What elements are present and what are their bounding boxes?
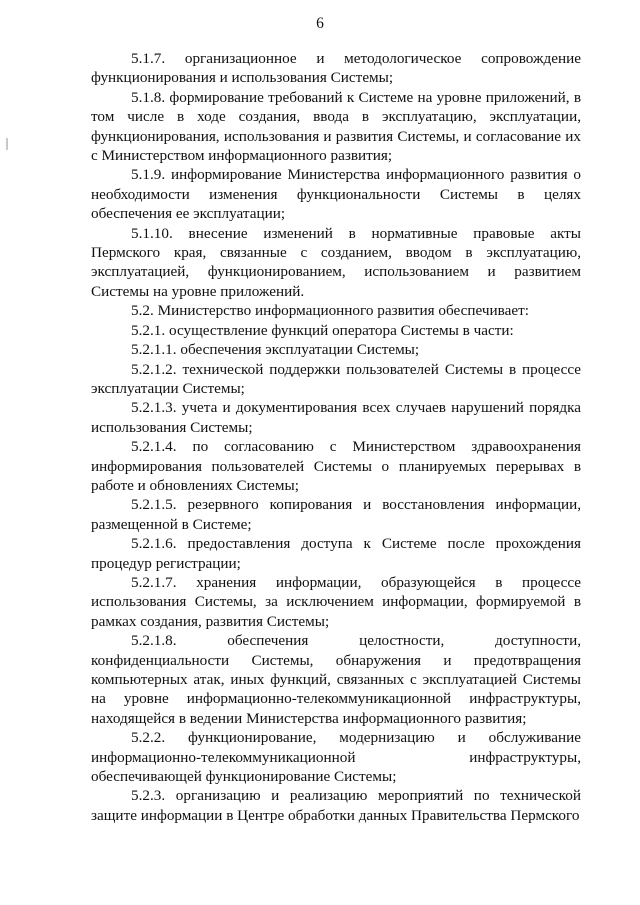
paragraph-5-2-3: 5.2.3. организацию и реализацию мероприятий по технической защите информации в Центре обработки данных Правительства Пермского: [91, 787, 581, 824]
paragraph-5-2-1-5: 5.2.1.5. резервного копирования и восстановления информации, размещенной в Системе;: [91, 496, 581, 533]
paragraph-5-1-8: 5.1.8. формирование требований к Системе на уровне приложений, в том числе в ходе создания, ввода в эксплуатацию, эксплуатации, функционирования, использования и развития Системы, и согласование их с Министерством информационного развития;: [91, 88, 581, 165]
paragraph-5-2-1-2: 5.2.1.2. технической поддержки пользователей Системы в процессе эксплуатации Системы;: [91, 360, 581, 397]
paragraph-5-2-1-3: 5.2.1.3. учета и документирования всех случаев нарушений порядка использования Системы;: [91, 399, 581, 436]
document-body: [91, 49, 581, 825]
paragraph-5-1-9: 5.1.9. информирование Министерства информационного развития о необходимости изменения функциональности Системы в целях обеспечения ее эксплуатации;: [91, 166, 581, 223]
paragraph-5-2-1-1: 5.2.1.1. обеспечения эксплуатации Системы;: [131, 341, 420, 359]
paragraph-5-2-1: 5.2.1. осуществление функций оператора Системы в части:: [131, 321, 514, 339]
paragraph-5-2-1-8: 5.2.1.8. обеспечения целостности, доступности, конфиденциальности Системы, обнаружения и предотвращения компьютерных атак, иных функций, связанных с эксплуатацией Системы на уровне информационно-телекоммуникационной инфраструктуры, находящейся в ведении Министерства информационного развития;: [91, 632, 581, 727]
paragraph-5-1-10: 5.1.10. внесение изменений в нормативные правовые акты Пермского края, связанные с созданием, вводом в эксплуатацию, эксплуатацией, функционированием, использованием и развитием Системы на уровне приложений.: [91, 224, 581, 300]
page-number: 6: [316, 15, 324, 32]
paragraph-5-2: 5.2. Министерство информационного развития обеспечивает:: [131, 302, 529, 320]
paragraph-5-2-2: 5.2.2. функционирование, модернизацию и обслуживание информационно-телекоммуникационной инфраструктуры, обеспечивающей функционирование Системы;: [91, 729, 581, 786]
paragraph-5-2-1-7: 5.2.1.7. хранения информации, образующейся в процессе использования Системы, за исключением информации, формируемой в рамках создания, развития Системы;: [91, 573, 581, 630]
paragraph-5-2-1-6: 5.2.1.6. предоставления доступа к Системе после прохождения процедур регистрации;: [91, 535, 581, 572]
paragraph-5-1-7: 5.1.7. организационное и методологическое сопровождение функционирования и использования Системы;: [91, 50, 581, 87]
scan-artifact: [6, 138, 8, 150]
paragraph-5-2-1-4: 5.2.1.4. по согласованию с Министерством здравоохранения информирования пользователей Системы о планируемых перерывах в работе и обновлениях Системы;: [91, 438, 581, 494]
